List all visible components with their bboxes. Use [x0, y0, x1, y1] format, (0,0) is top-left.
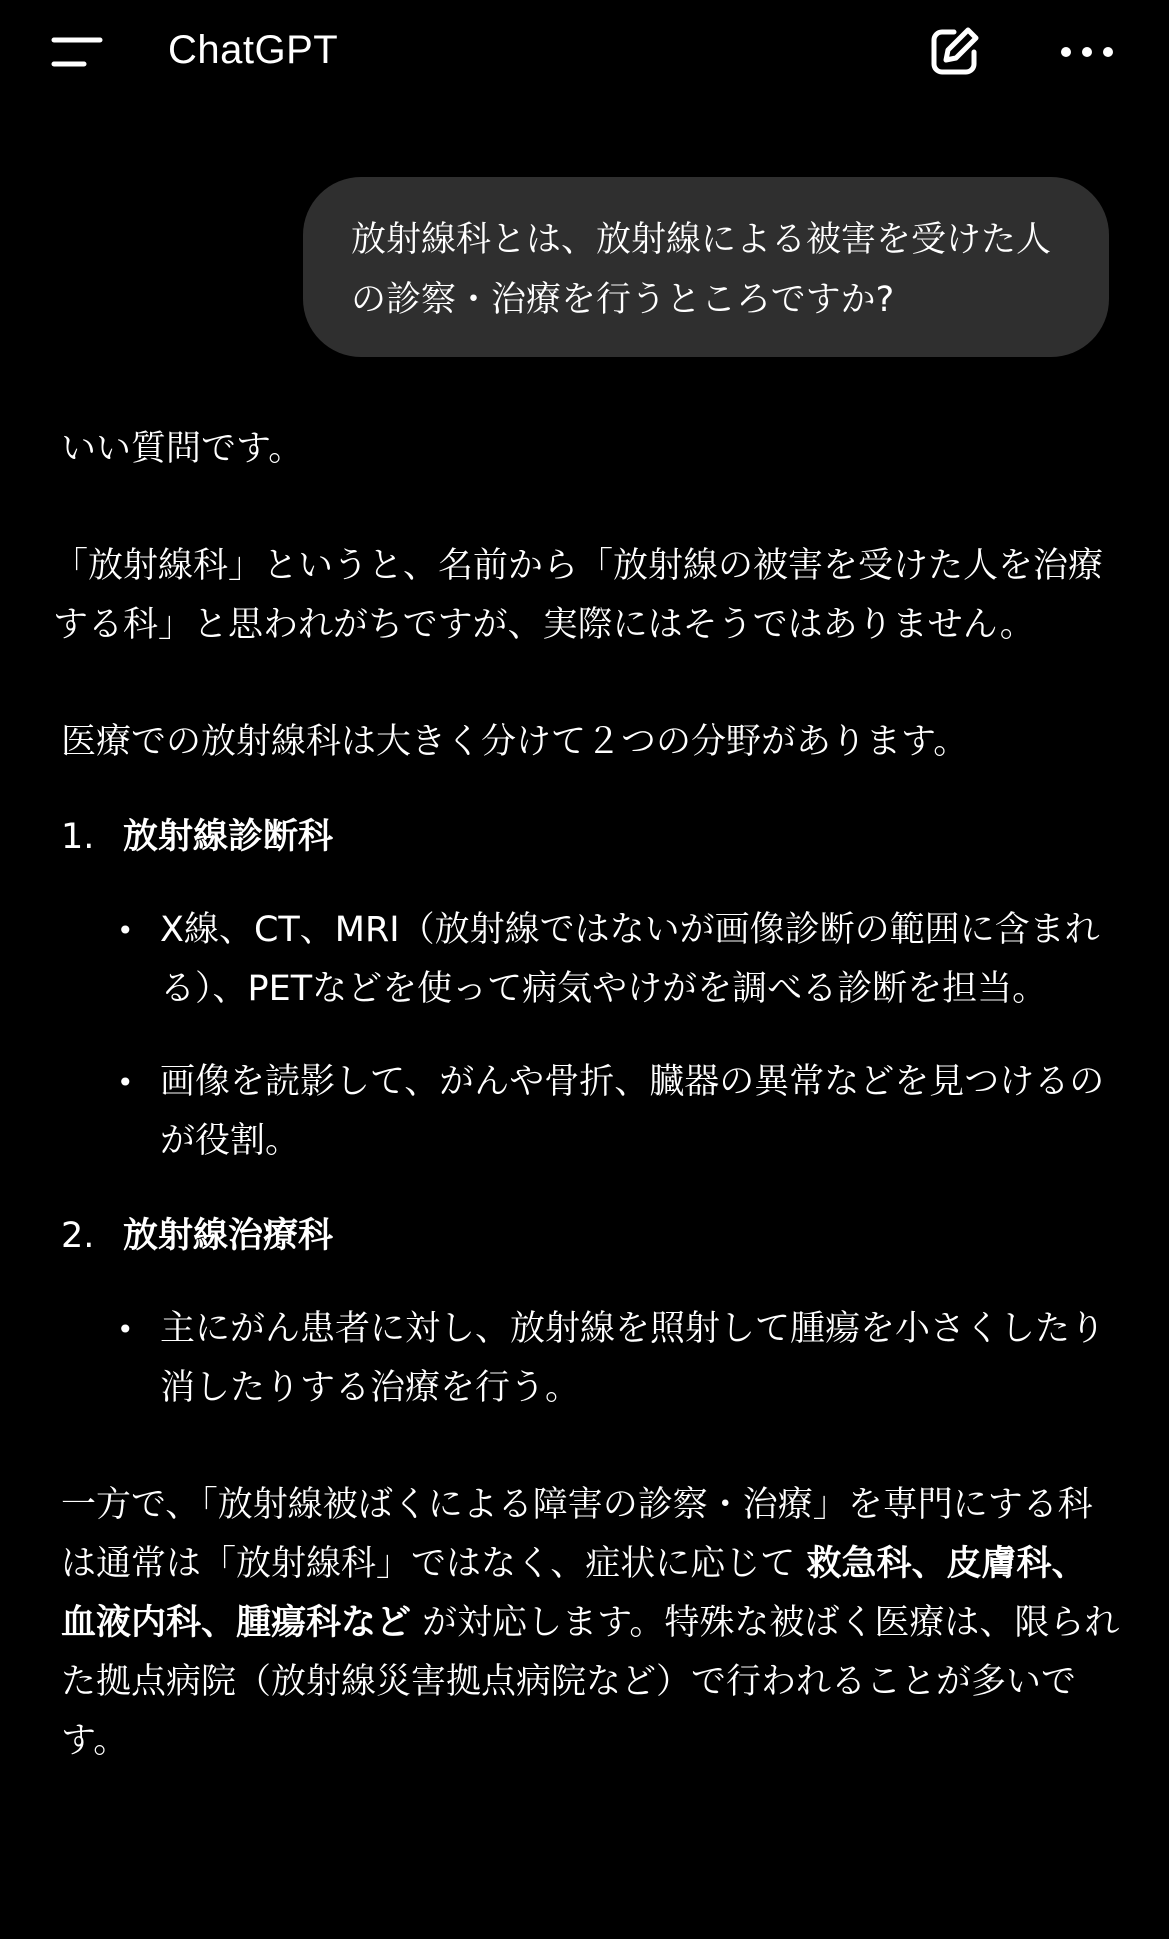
list-item-radiation-oncology — [61, 1207, 1121, 1266]
menu-button[interactable] — [50, 28, 116, 76]
list-item-diagnostic-radiology — [61, 808, 1121, 867]
assistant-clarification: 「放射線科」というと、名前から「放射線の被害を受けた人を治療する科」と思われがちですが、実際にはそうではありません。 — [53, 546, 1104, 645]
bullet-item — [61, 1300, 1121, 1418]
bullet-text: 主にがん患者に対し、放射線を照射して腫瘍を小さくしたり消したりする治療を行う。 — [160, 1309, 1106, 1408]
menu-icon — [50, 28, 116, 76]
user-message-text: 放射線科とは、放射線による被害を受けた人の診察・治療を行うところですか? — [351, 220, 1052, 320]
user-message-bubble — [303, 177, 1109, 357]
bullet-dot-icon: • — [117, 914, 134, 947]
more-options-button[interactable] — [1054, 22, 1120, 82]
list-number: 1. — [61, 817, 95, 857]
more-icon — [1054, 22, 1120, 82]
bullet-dot-icon: • — [117, 1066, 134, 1099]
bullet-text: 画像を読影して、がんや骨折、臓器の異常などを見つけるのが役割。 — [160, 1062, 1105, 1161]
bullet-text: X線、CT、MRI（放射線ではないが画像診断の範囲に含まれる）、PETなどを使って病気やけがを調べる診断を担当。 — [160, 910, 1100, 1009]
new-chat-button[interactable] — [924, 22, 984, 82]
top-bar — [0, 0, 1169, 100]
app-title: ChatGPT — [168, 28, 339, 72]
assistant-conclusion — [61, 1476, 1121, 1771]
list-item-title: 放射線診断科 — [123, 817, 334, 857]
bullet-item — [61, 1053, 1121, 1171]
assistant-fields-intro: 医療での放射線科は大きく分けて２つの分野があります。 — [61, 722, 969, 762]
bullet-dot-icon: • — [117, 1313, 134, 1346]
assistant-intro: いい質問です。 — [61, 429, 304, 469]
conclusion-text-end: が対応します。特殊な被ばく医療は、限られた拠点病院（放射線災害拠点病院など）で行われることが多いです。 — [61, 1603, 1120, 1761]
compose-icon — [924, 22, 984, 82]
bullet-item — [61, 901, 1121, 1019]
list-number: 2. — [61, 1216, 95, 1256]
conclusion-bold-departments: 救急科、皮膚科、血液内科、腫瘍科など — [61, 1544, 1087, 1643]
list-item-title: 放射線治療科 — [123, 1216, 334, 1256]
conclusion-text: 一方で、「放射線被ばくによる障害の診察・治療」を専門にする科は通常は「放射線科」ではなく、症状に応じて — [61, 1485, 1093, 1584]
assistant-message — [53, 420, 1121, 1771]
